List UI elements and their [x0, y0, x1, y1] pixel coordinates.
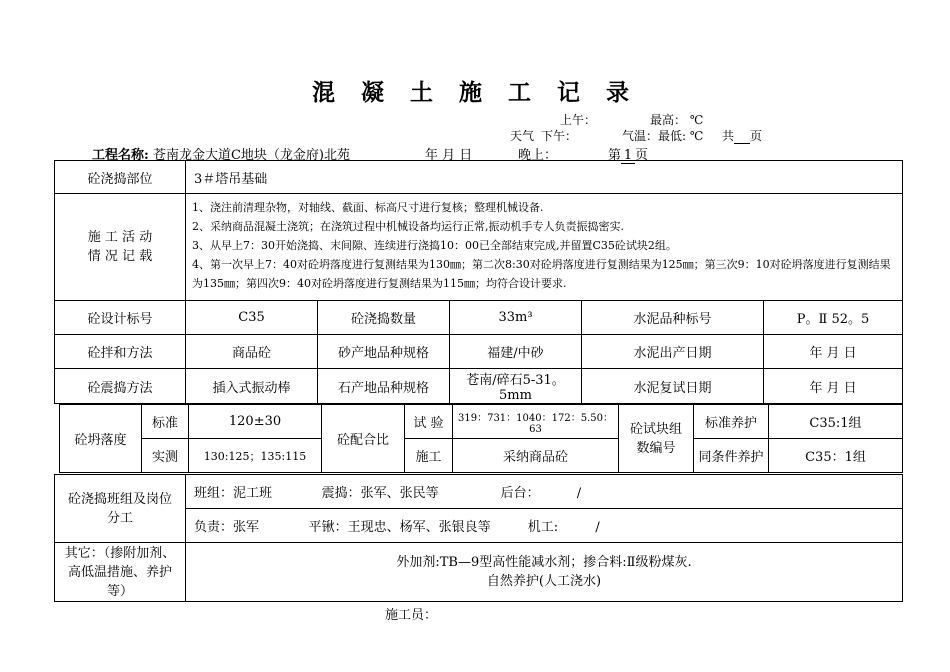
specimen-label: 砼试块组数编号	[619, 405, 694, 473]
cement-grade-label: 水泥品种标号	[582, 301, 764, 335]
vibrate-label: 砼震捣方法	[55, 369, 186, 404]
slump-actual-label: 实测	[142, 439, 189, 473]
other-line1: 外加剂:TB—9型高性能减水剂；掺合料:Ⅱ级粉煤灰.	[396, 555, 692, 570]
project-name: 苍南龙金大道C地块（龙金府)北苑	[152, 148, 350, 163]
record-date: 年 月 日	[425, 148, 473, 163]
sand-value: 福建/中砂	[450, 335, 582, 369]
slump-label: 砼坍落度	[60, 405, 142, 473]
construct-label: 施工	[405, 439, 453, 473]
total-pages-suffix: 页	[750, 129, 763, 143]
activity-line: 2、采纳商品混凝土浇筑；在浇筑过程中机械设备均运行正常,振动机手专人负责振捣密实.	[192, 220, 624, 233]
total-pages	[722, 127, 762, 144]
slump-table	[59, 404, 903, 473]
total-pages-blank	[734, 129, 750, 144]
total-pages-prefix: 共	[722, 129, 735, 143]
project-label: 工程名称:	[92, 148, 149, 163]
slump-std-value: 120±30	[189, 405, 322, 439]
crew-line2: 负责：张军 平锹：王现忠、杨军、张银良等 机工: /	[186, 509, 903, 543]
crew-table	[54, 474, 903, 602]
page-suffix: 页	[635, 148, 649, 163]
mix-ratio-label: 砼配合比	[322, 405, 405, 473]
pour-qty-label: 砼浇捣数量	[318, 301, 450, 335]
min-temp: 气温：最低: ℃	[622, 129, 704, 143]
weather-label: 天气	[510, 129, 535, 143]
page-prefix: 第	[608, 148, 622, 163]
other-value	[186, 543, 903, 602]
test-label: 试 验	[405, 405, 453, 439]
construct-value: 采纳商品砼	[453, 439, 619, 473]
activity-line: 4、第一次早上7：40对砼坍落度进行复测结果为130㎜；第二次8:30对砼坍落度进行复测结果为125㎜；第三次9：10对砼坍落度进行复测结果为135㎜；第四次9：40对砼坍落度进行复测结果为115㎜；均符合设计要求.	[192, 258, 891, 290]
activity-label-line2: 情 况 记 载	[87, 249, 153, 264]
cement-grade: P。Ⅱ 52。5	[764, 301, 903, 335]
cement-date-label: 水泥出产日期	[582, 335, 764, 369]
cement-date: 年 月 日	[764, 335, 903, 369]
weather-afternoon: 下午：	[541, 129, 578, 143]
slump-actual-value: 130:125；135:115	[189, 439, 322, 473]
slump-std-label: 标准	[142, 405, 189, 439]
test-value: 319：731：1040：172：5.50：63	[453, 405, 619, 439]
sand-label: 砂产地品种规格	[318, 335, 450, 369]
vibrate-value: 插入式振动棒	[186, 369, 318, 404]
activity-label	[55, 194, 186, 301]
other-label: 其它：（掺附加剂、高低温措施、养护等）	[55, 543, 186, 602]
same-cure-value: C35：1组	[769, 439, 903, 473]
same-cure-label: 同条件养护	[694, 439, 769, 473]
mix-method-label: 砼拌和方法	[55, 335, 186, 369]
recheck-label: 水泥复试日期	[582, 369, 764, 404]
activity-line: 3、从早上7：30开始浇捣、末间隙、连续进行浇捣10：00已全部结束完成,并留置C35砼试块2组。	[192, 239, 677, 252]
mix-method: 商品砼	[186, 335, 318, 369]
weather-evening: 晚上：	[518, 148, 558, 163]
pour-qty: 33m³	[450, 301, 582, 335]
recheck-date: 年 月 日	[764, 369, 903, 404]
page-title: 混 凝 土 施 工 记 录	[311, 79, 639, 106]
stone-value: 苍南/碎石5-31。5mm	[450, 369, 582, 404]
crew-line1: 班组：泥工班 震捣：张军、张民等 后台： /	[186, 475, 903, 509]
design-grade-label: 砼设计标号	[55, 301, 186, 335]
weather-morning: 上午：	[560, 113, 597, 127]
crew-label: 砼浇捣班组及岗位分工	[55, 475, 186, 543]
part-value: 3＃塔吊基础	[186, 161, 903, 194]
activity-notes	[186, 194, 903, 301]
main-table	[54, 160, 903, 404]
activity-label-line1: 施 工 活 动	[87, 230, 153, 245]
worker-label: 施工员：	[385, 608, 438, 623]
std-cure-label: 标准养护	[694, 405, 769, 439]
max-temp: 最高： ℃	[650, 113, 704, 127]
std-cure-value: C35:1组	[769, 405, 903, 439]
part-label: 砼浇捣部位	[55, 161, 186, 194]
activity-line: 1、浇注前清理杂物，对轴线、截面、标高尺寸进行复核；整理机械设备.	[192, 201, 544, 214]
page-no: 1	[621, 148, 635, 164]
design-grade: C35	[186, 301, 318, 335]
other-line2: 自然养护(人工浇水)	[486, 574, 602, 589]
stone-label: 石产地品种规格	[318, 369, 450, 404]
